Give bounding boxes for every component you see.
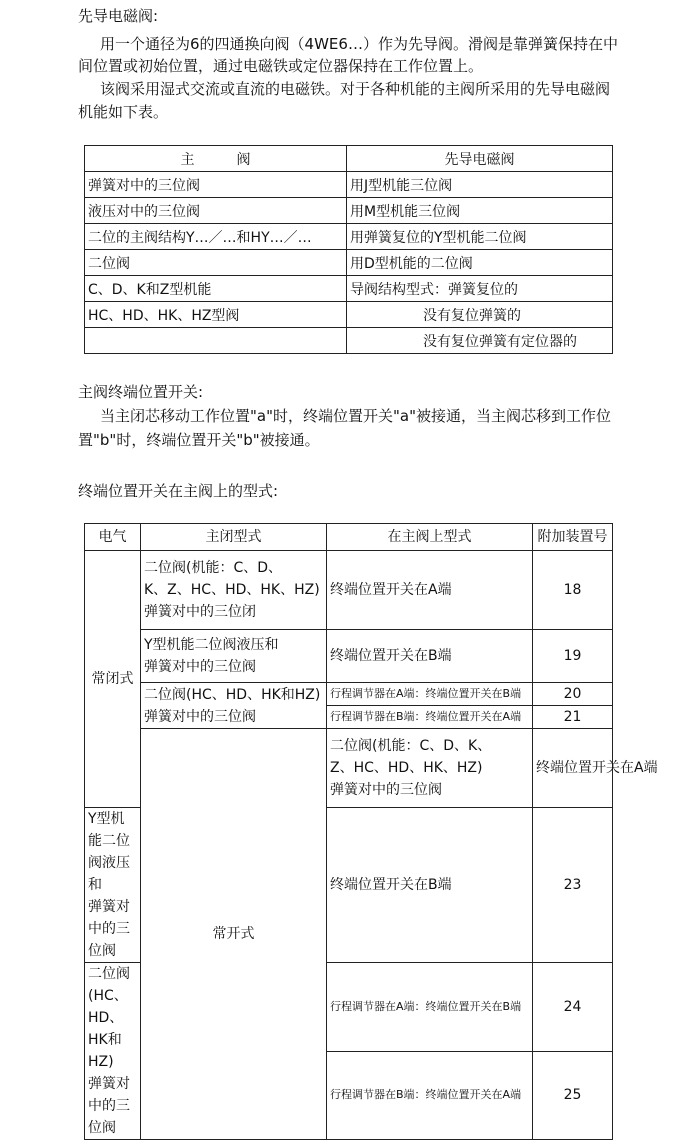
table-header-row (85, 524, 613, 551)
mount-cell: 行程调节器在A端：终端位置开关在B端 (327, 683, 533, 706)
header-pilot-valve: 先导电磁阀 (347, 146, 613, 172)
accessory-number: 19 (533, 630, 613, 683)
table-row (85, 630, 613, 683)
type-line: Z、HC、HD、HK、HZ) (330, 760, 483, 776)
type-line: 弹簧对中的三位闭 (144, 604, 256, 620)
limit-switch-table (84, 523, 658, 1140)
type-line: 二位阀(机能：C、D、 (144, 560, 283, 576)
table-header-row (85, 146, 613, 172)
accessory-number: 20 (533, 683, 613, 706)
para1-line2: 间位置或初始位置，通过电磁铁或定位器保持在工作位置上。 (78, 57, 484, 75)
mount-cell: 终端位置开关在A端 (533, 729, 613, 808)
main-type-cell (327, 729, 533, 808)
para1-line1: 用一个通径为6的四通换向阀（4WE6…）作为先导阀。滑阀是靠弹簧保持在中 (100, 35, 618, 53)
main-valve-cell: C、D、K和Z型机能 (85, 276, 347, 302)
main-valve-cell: HC、HD、HK、HZ型阀 (85, 302, 347, 328)
pilot-valve-cell: 导阀结构型式：弹簧复位的 (347, 276, 613, 302)
accessory-number: 18 (533, 551, 613, 630)
type-line: 二位阀(机能：C、D、K、 (330, 738, 492, 754)
para2-line1: 该阀采用湿式交流或直流的电磁铁。对于各种机能的主阀所采用的先导电磁阀 (100, 80, 611, 98)
main-valve-cell: 弹簧对中的三位阀 (85, 172, 347, 198)
type-line: 弹簧对中的三位阀 (88, 1076, 130, 1136)
main-type-cell (141, 551, 327, 630)
table-row (85, 729, 613, 808)
type-line: Y型机能二位阀液压和 (88, 811, 130, 893)
main-type-cell (141, 683, 327, 729)
pilot-valve-cell: 用弹簧复位的Y型机能二位阀 (347, 224, 613, 250)
pilot-valve-cell: 用J型机能三位阀 (347, 172, 613, 198)
pilot-valve-cell: 没有复位弹簧有定位器的 (347, 328, 613, 354)
type-line: 二位阀(HC、HD、HK和HZ) (144, 686, 321, 703)
section2-heading: 主阀终端位置开关: (78, 383, 204, 401)
para2-line2: 机能如下表。 (78, 103, 169, 121)
mount-cell: 行程调节器在A端：终端位置开关在B端 (327, 963, 533, 1052)
pilot-valve-table (84, 145, 613, 354)
main-valve-cell: 二位的主阀结构Y…／…和HY…／… (85, 224, 347, 250)
accessory-number: 23 (533, 808, 613, 963)
table-row (85, 250, 613, 276)
table-row (85, 683, 613, 706)
main-valve-cell: 二位阀 (85, 250, 347, 276)
type-line: 弹簧对中的三位阀 (144, 708, 256, 725)
section1-heading: 先导电磁阀: (78, 7, 159, 25)
main-valve-cell: 液压对中的三位阀 (85, 198, 347, 224)
accessory-number: 25 (533, 1051, 613, 1140)
header-main-type: 主闭型式 (141, 524, 327, 551)
type-line: 弹簧对中的三位阀 (144, 659, 256, 675)
table-row (85, 302, 613, 328)
header-electrical: 电气 (85, 524, 141, 551)
mount-cell: 终端位置开关在B端 (327, 630, 533, 683)
table-row (85, 198, 613, 224)
type-line: 弹簧对中的三位阀 (88, 899, 130, 959)
mount-cell: 行程调节器在B端：终端位置开关在A端 (327, 1051, 533, 1140)
type-line: 弹簧对中的三位阀 (330, 782, 442, 798)
header-main-valve: 主 阀 (85, 146, 347, 172)
section2-line2: 置"b"时，终端位置开关"b"被接通。 (78, 431, 320, 449)
mount-cell: 终端位置开关在B端 (327, 808, 533, 963)
pilot-valve-cell: 没有复位弹簧的 (347, 302, 613, 328)
table-row (85, 224, 613, 250)
table-row (85, 276, 613, 302)
header-mount-type: 在主阀上型式 (327, 524, 533, 551)
header-accessory-no: 附加装置号 (533, 524, 613, 551)
mount-cell: 行程调节器在B端：终端位置开关在A端 (327, 706, 533, 729)
section3-heading: 终端位置开关在主阀上的型式: (78, 482, 279, 500)
table-row (85, 328, 613, 354)
type-line: 二位阀(HC、HD、HK和HZ) (88, 966, 130, 1070)
accessory-number: 21 (533, 706, 613, 729)
main-type-cell (85, 808, 141, 963)
main-type-cell (85, 963, 141, 1140)
type-line: K、Z、HC、HD、HK、HZ) (144, 582, 320, 598)
table-row (85, 551, 613, 630)
pilot-valve-cell: 用D型机能的二位阀 (347, 250, 613, 276)
type-line: Y型机能二位阀液压和 (144, 637, 279, 653)
electrical-type-cell: 常开式 (141, 729, 327, 1140)
pilot-valve-cell: 用M型机能三位阀 (347, 198, 613, 224)
electrical-type-cell: 常闭式 (85, 551, 141, 808)
mount-cell: 终端位置开关在A端 (327, 551, 533, 630)
main-valve-cell (85, 328, 347, 354)
accessory-number: 24 (533, 963, 613, 1052)
main-type-cell (141, 630, 327, 683)
table-row (85, 172, 613, 198)
section2-line1: 当主闭芯移动工作位置"a"时，终端位置开关"a"被接通，当主阀芯移到工作位 (100, 407, 611, 425)
